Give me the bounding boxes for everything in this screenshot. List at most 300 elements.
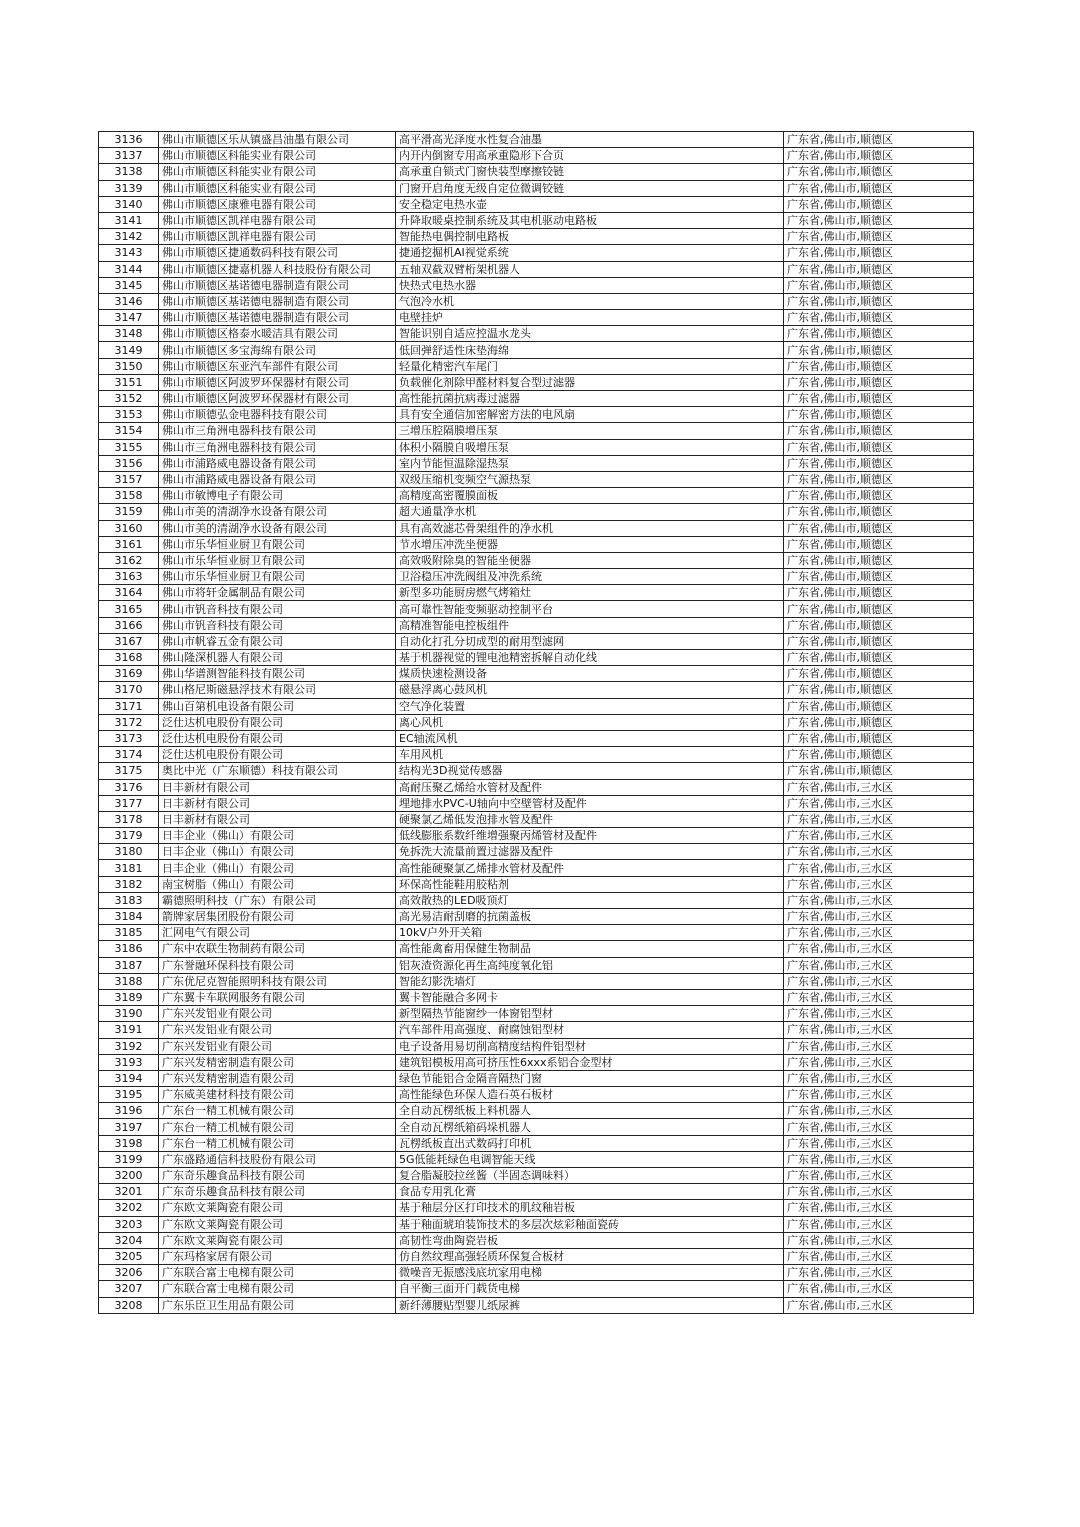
- region-cell: 广东省,佛山市,三水区: [784, 1265, 974, 1281]
- product-cell: 安全稳定电热水壶: [396, 196, 784, 212]
- company-cell: 广东台一精工机械有限公司: [159, 1119, 396, 1135]
- company-cell: 佛山市顺德区凯祥电器有限公司: [159, 212, 396, 228]
- region-cell: 广东省,佛山市,顺德区: [784, 326, 974, 342]
- company-cell: 佛山市顺德区凯祥电器有限公司: [159, 229, 396, 245]
- region-cell: 广东省,佛山市,顺德区: [784, 148, 974, 164]
- row-number-cell: 3189: [99, 989, 159, 1005]
- region-cell: 广东省,佛山市,顺德区: [784, 504, 974, 520]
- region-cell: 广东省,佛山市,顺德区: [784, 471, 974, 487]
- row-number-cell: 3141: [99, 212, 159, 228]
- row-number-cell: 3172: [99, 714, 159, 730]
- company-cell: 汇网电气有限公司: [159, 925, 396, 941]
- row-number-cell: 3146: [99, 293, 159, 309]
- row-number-cell: 3174: [99, 747, 159, 763]
- region-cell: 广东省,佛山市,顺德区: [784, 488, 974, 504]
- product-cell: 自动化打孔分切成型的耐用型滤网: [396, 633, 784, 649]
- table-row: [99, 1200, 974, 1216]
- company-cell: 广东台一精工机械有限公司: [159, 1103, 396, 1119]
- region-cell: 广东省,佛山市,顺德区: [784, 633, 974, 649]
- region-cell: 广东省,佛山市,三水区: [784, 925, 974, 941]
- company-cell: 佛山市顺德区康雅电器有限公司: [159, 196, 396, 212]
- product-cell: 室内节能恒温除湿热泵: [396, 455, 784, 471]
- company-cell: 箭牌家居集团股份有限公司: [159, 909, 396, 925]
- table-row: [99, 730, 974, 746]
- region-cell: 广东省,佛山市,三水区: [784, 1135, 974, 1151]
- product-cell: 快热式电热水器: [396, 277, 784, 293]
- region-cell: 广东省,佛山市,顺德区: [784, 617, 974, 633]
- region-cell: 广东省,佛山市,顺德区: [784, 714, 974, 730]
- table-row: [99, 245, 974, 261]
- product-cell: 翼卡智能融合多网卡: [396, 989, 784, 1005]
- region-cell: 广东省,佛山市,顺德区: [784, 763, 974, 779]
- region-cell: 广东省,佛山市,顺德区: [784, 601, 974, 617]
- table-row: [99, 180, 974, 196]
- product-cell: 内开内倒窗专用高承重隐形下合页: [396, 148, 784, 164]
- company-cell: 广东奇乐趣食品科技有限公司: [159, 1184, 396, 1200]
- company-cell: 日丰企业（佛山）有限公司: [159, 828, 396, 844]
- product-cell: 捷通挖掘机AI视觉系统: [396, 245, 784, 261]
- company-cell: 佛山市顺德区科能实业有限公司: [159, 148, 396, 164]
- company-cell: 广东盛路通信科技股份有限公司: [159, 1151, 396, 1167]
- row-number-cell: 3136: [99, 132, 159, 148]
- product-cell: 具有高效滤芯骨架组件的净水机: [396, 520, 784, 536]
- table-row: [99, 1184, 974, 1200]
- table-row: [99, 714, 974, 730]
- row-number-cell: 3164: [99, 585, 159, 601]
- company-cell: 佛山市顺德区科能实业有限公司: [159, 164, 396, 180]
- product-cell: 高性能抗菌抗病毒过滤器: [396, 391, 784, 407]
- product-cell: 食品专用乳化膏: [396, 1184, 784, 1200]
- product-cell: 高光易洁耐刮磨的抗菌盖板: [396, 909, 784, 925]
- company-cell: 广东欧文莱陶瓷有限公司: [159, 1216, 396, 1232]
- row-number-cell: 3152: [99, 391, 159, 407]
- product-cell: 升降取暖桌控制系统及其电机驱动电路板: [396, 212, 784, 228]
- region-cell: 广东省,佛山市,顺德区: [784, 520, 974, 536]
- table-row: [99, 698, 974, 714]
- document-page: [98, 131, 973, 1314]
- table-row: [99, 682, 974, 698]
- row-number-cell: 3193: [99, 1054, 159, 1070]
- row-number-cell: 3200: [99, 1168, 159, 1184]
- table-row: [99, 374, 974, 390]
- region-cell: 广东省,佛山市,顺德区: [784, 730, 974, 746]
- row-number-cell: 3160: [99, 520, 159, 536]
- region-cell: 广东省,佛山市,三水区: [784, 989, 974, 1005]
- company-cell: 佛山百第机电设备有限公司: [159, 698, 396, 714]
- row-number-cell: 3186: [99, 941, 159, 957]
- product-cell: 新纤薄腰贴型婴儿纸尿裤: [396, 1297, 784, 1313]
- product-cell: 高效吸附除臭的智能坐便器: [396, 552, 784, 568]
- region-cell: 广东省,佛山市,三水区: [784, 1168, 974, 1184]
- region-cell: 广东省,佛山市,顺德区: [784, 342, 974, 358]
- table-row: [99, 310, 974, 326]
- table-row: [99, 909, 974, 925]
- table-row: [99, 892, 974, 908]
- table-row: [99, 650, 974, 666]
- company-cell: 佛山隆深机器人有限公司: [159, 650, 396, 666]
- region-cell: 广东省,佛山市,三水区: [784, 1119, 974, 1135]
- region-cell: 广东省,佛山市,顺德区: [784, 585, 974, 601]
- region-cell: 广东省,佛山市,三水区: [784, 876, 974, 892]
- product-cell: 智能幻影洗墙灯: [396, 973, 784, 989]
- company-cell: 广东兴发精密制造有限公司: [159, 1054, 396, 1070]
- table-row: [99, 844, 974, 860]
- row-number-cell: 3196: [99, 1103, 159, 1119]
- row-number-cell: 3187: [99, 957, 159, 973]
- product-cell: EC轴流风机: [396, 730, 784, 746]
- product-cell: 三增压腔隔膜增压泵: [396, 423, 784, 439]
- product-cell: 高耐压聚乙烯给水管材及配件: [396, 779, 784, 795]
- region-cell: 广东省,佛山市,三水区: [784, 973, 974, 989]
- company-cell: 佛山华谱测智能科技有限公司: [159, 666, 396, 682]
- company-cell: 佛山市顺德区基诺德电器制造有限公司: [159, 277, 396, 293]
- row-number-cell: 3153: [99, 407, 159, 423]
- row-number-cell: 3155: [99, 439, 159, 455]
- row-number-cell: 3191: [99, 1022, 159, 1038]
- row-number-cell: 3197: [99, 1119, 159, 1135]
- table-row: [99, 633, 974, 649]
- product-cell: 10kV户外开关箱: [396, 925, 784, 941]
- region-cell: 广东省,佛山市,顺德区: [784, 391, 974, 407]
- table-row: [99, 1087, 974, 1103]
- company-cell: 佛山格尼斯磁悬浮技术有限公司: [159, 682, 396, 698]
- company-cell: 广东优尼克智能照明科技有限公司: [159, 973, 396, 989]
- row-number-cell: 3158: [99, 488, 159, 504]
- product-cell: 高效散热的LED吸顶灯: [396, 892, 784, 908]
- row-number-cell: 3177: [99, 795, 159, 811]
- row-number-cell: 3147: [99, 310, 159, 326]
- row-number-cell: 3182: [99, 876, 159, 892]
- table-row: [99, 520, 974, 536]
- row-number-cell: 3157: [99, 471, 159, 487]
- region-cell: 广东省,佛山市,顺德区: [784, 666, 974, 682]
- region-cell: 广东省,佛山市,三水区: [784, 1297, 974, 1313]
- company-cell: 泛仕达机电股份有限公司: [159, 714, 396, 730]
- company-cell: 广东联合富士电梯有限公司: [159, 1281, 396, 1297]
- table-row: [99, 666, 974, 682]
- table-row: [99, 1006, 974, 1022]
- region-cell: 广东省,佛山市,顺德区: [784, 407, 974, 423]
- company-cell: 广东兴发精密制造有限公司: [159, 1070, 396, 1086]
- row-number-cell: 3192: [99, 1038, 159, 1054]
- table-row: [99, 860, 974, 876]
- row-number-cell: 3176: [99, 779, 159, 795]
- region-cell: 广东省,佛山市,三水区: [784, 1006, 974, 1022]
- table-row: [99, 164, 974, 180]
- row-number-cell: 3148: [99, 326, 159, 342]
- table-row: [99, 941, 974, 957]
- table-row: [99, 148, 974, 164]
- row-number-cell: 3156: [99, 455, 159, 471]
- table-row: [99, 585, 974, 601]
- row-number-cell: 3178: [99, 811, 159, 827]
- product-cell: 免拆洗大流量前置过滤器及配件: [396, 844, 784, 860]
- company-cell: 佛山市钒音科技有限公司: [159, 601, 396, 617]
- company-cell: 广东翼卡车联网服务有限公司: [159, 989, 396, 1005]
- company-cell: 佛山市顺德区基诺德电器制造有限公司: [159, 293, 396, 309]
- region-cell: 广东省,佛山市,三水区: [784, 1184, 974, 1200]
- row-number-cell: 3159: [99, 504, 159, 520]
- table-row: [99, 747, 974, 763]
- product-cell: 负载催化剂除甲醛材料复合型过滤器: [396, 374, 784, 390]
- company-cell: 佛山市顺德区乐从镇盛昌油墨有限公司: [159, 132, 396, 148]
- product-cell: 门窗开启角度无级自定位微调铰链: [396, 180, 784, 196]
- region-cell: 广东省,佛山市,顺德区: [784, 229, 974, 245]
- company-cell: 佛山市乐华恒业厨卫有限公司: [159, 569, 396, 585]
- row-number-cell: 3179: [99, 828, 159, 844]
- table-row: [99, 569, 974, 585]
- row-number-cell: 3151: [99, 374, 159, 390]
- table-row: [99, 779, 974, 795]
- product-cell: 硬聚氯乙烯低发泡排水管及配件: [396, 811, 784, 827]
- table-row: [99, 277, 974, 293]
- region-cell: 广东省,佛山市,顺德区: [784, 180, 974, 196]
- row-number-cell: 3169: [99, 666, 159, 682]
- product-cell: 5G低能耗绿色电调智能天线: [396, 1151, 784, 1167]
- product-cell: 空气净化装置: [396, 698, 784, 714]
- region-cell: 广东省,佛山市,三水区: [784, 1281, 974, 1297]
- table-row: [99, 132, 974, 148]
- row-number-cell: 3202: [99, 1200, 159, 1216]
- region-cell: 广东省,佛山市,三水区: [784, 941, 974, 957]
- row-number-cell: 3154: [99, 423, 159, 439]
- table-row: [99, 1038, 974, 1054]
- product-cell: 高精准智能电控板组件: [396, 617, 784, 633]
- table-row: [99, 1232, 974, 1248]
- product-cell: 卫浴稳压冲洗阀组及冲洗系统: [396, 569, 784, 585]
- table-row: [99, 1265, 974, 1281]
- row-number-cell: 3188: [99, 973, 159, 989]
- product-cell: 铝灰渣资源化再生高纯度氧化铝: [396, 957, 784, 973]
- table-row: [99, 1281, 974, 1297]
- product-cell: 高精度高密覆膜面板: [396, 488, 784, 504]
- region-cell: 广东省,佛山市,顺德区: [784, 196, 974, 212]
- product-cell: 智能识别自适应控温水龙头: [396, 326, 784, 342]
- company-cell: 广东兴发铝业有限公司: [159, 1006, 396, 1022]
- product-cell: 全自动瓦楞纸箱码垛机器人: [396, 1119, 784, 1135]
- product-cell: 轻量化精密汽车尾门: [396, 358, 784, 374]
- row-number-cell: 3171: [99, 698, 159, 714]
- row-number-cell: 3163: [99, 569, 159, 585]
- table-row: [99, 601, 974, 617]
- company-cell: 佛山市钒音科技有限公司: [159, 617, 396, 633]
- table-row: [99, 212, 974, 228]
- region-cell: 广东省,佛山市,三水区: [784, 957, 974, 973]
- table-row: [99, 828, 974, 844]
- table-row: [99, 617, 974, 633]
- region-cell: 广东省,佛山市,顺德区: [784, 439, 974, 455]
- region-cell: 广东省,佛山市,顺德区: [784, 650, 974, 666]
- region-cell: 广东省,佛山市,三水区: [784, 844, 974, 860]
- region-cell: 广东省,佛山市,三水区: [784, 1248, 974, 1264]
- table-row: [99, 925, 974, 941]
- table-row: [99, 876, 974, 892]
- row-number-cell: 3143: [99, 245, 159, 261]
- region-cell: 广东省,佛山市,三水区: [784, 795, 974, 811]
- table-row: [99, 1135, 974, 1151]
- region-cell: 广东省,佛山市,三水区: [784, 909, 974, 925]
- row-number-cell: 3175: [99, 763, 159, 779]
- product-cell: 新型多功能厨房燃气烤箱灶: [396, 585, 784, 601]
- company-cell: 霸德照明科技（广东）有限公司: [159, 892, 396, 908]
- table-row: [99, 196, 974, 212]
- company-cell: 广东中农联生物制药有限公司: [159, 941, 396, 957]
- row-number-cell: 3168: [99, 650, 159, 666]
- region-cell: 广东省,佛山市,三水区: [784, 828, 974, 844]
- row-number-cell: 3144: [99, 261, 159, 277]
- company-cell: 日丰企业（佛山）有限公司: [159, 844, 396, 860]
- region-cell: 广东省,佛山市,三水区: [784, 811, 974, 827]
- product-cell: 复合脂凝胶拉丝酱（半固态调味料）: [396, 1168, 784, 1184]
- row-number-cell: 3142: [99, 229, 159, 245]
- region-cell: 广东省,佛山市,三水区: [784, 1200, 974, 1216]
- product-cell: 高韧性弯曲陶瓷岩板: [396, 1232, 784, 1248]
- company-cell: 佛山市将轩金属制品有限公司: [159, 585, 396, 601]
- product-cell: 煤质快速检测设备: [396, 666, 784, 682]
- table-row: [99, 1022, 974, 1038]
- product-cell: 双级压缩机变频空气源热泵: [396, 471, 784, 487]
- company-cell: 佛山市浦路威电器设备有限公司: [159, 455, 396, 471]
- product-cell: 气泡冷水机: [396, 293, 784, 309]
- row-number-cell: 3180: [99, 844, 159, 860]
- company-cell: 佛山市美的清湖净水设备有限公司: [159, 504, 396, 520]
- company-cell: 佛山市三角洲电器科技有限公司: [159, 439, 396, 455]
- region-cell: 广东省,佛山市,顺德区: [784, 536, 974, 552]
- row-number-cell: 3204: [99, 1232, 159, 1248]
- row-number-cell: 3206: [99, 1265, 159, 1281]
- table-row: [99, 957, 974, 973]
- company-cell: 佛山市顺德区基诺德电器制造有限公司: [159, 310, 396, 326]
- row-number-cell: 3170: [99, 682, 159, 698]
- company-cell: 奥比中光（广东顺德）科技有限公司: [159, 763, 396, 779]
- row-number-cell: 3205: [99, 1248, 159, 1264]
- product-cell: 瓦楞纸板直出式数码打印机: [396, 1135, 784, 1151]
- product-cell: 绿色节能铝合金隔音隔热门窗: [396, 1070, 784, 1086]
- row-number-cell: 3198: [99, 1135, 159, 1151]
- company-cell: 广东奇乐趣食品科技有限公司: [159, 1168, 396, 1184]
- table-row: [99, 989, 974, 1005]
- product-cell: 节水增压冲洗坐便器: [396, 536, 784, 552]
- company-cell: 广东威美建材科技有限公司: [159, 1087, 396, 1103]
- product-cell: 高性能绿色环保人造石英石板材: [396, 1087, 784, 1103]
- product-cell: 结构光3D视觉传感器: [396, 763, 784, 779]
- company-cell: 佛山市乐华恒业厨卫有限公司: [159, 536, 396, 552]
- row-number-cell: 3140: [99, 196, 159, 212]
- product-cell: 高平滑高光泽度水性复合油墨: [396, 132, 784, 148]
- product-cell: 汽车部件用高强度、耐腐蚀铝型材: [396, 1022, 784, 1038]
- company-cell: 日丰新材有限公司: [159, 795, 396, 811]
- row-number-cell: 3137: [99, 148, 159, 164]
- region-cell: 广东省,佛山市,三水区: [784, 1216, 974, 1232]
- region-cell: 广东省,佛山市,三水区: [784, 1232, 974, 1248]
- product-cell: 智能热电偶控制电路板: [396, 229, 784, 245]
- row-number-cell: 3184: [99, 909, 159, 925]
- table-row: [99, 1216, 974, 1232]
- row-number-cell: 3185: [99, 925, 159, 941]
- table-row: [99, 1070, 974, 1086]
- product-cell: 基于釉层分区打印技术的肌纹釉岩板: [396, 1200, 784, 1216]
- company-cell: 广东联合富士电梯有限公司: [159, 1265, 396, 1281]
- product-cell: 低线膨胀系数纤维增强聚丙烯管材及配件: [396, 828, 784, 844]
- company-cell: 日丰新材有限公司: [159, 811, 396, 827]
- table-row: [99, 455, 974, 471]
- region-cell: 广东省,佛山市,三水区: [784, 1054, 974, 1070]
- region-cell: 广东省,佛山市,顺德区: [784, 132, 974, 148]
- product-cell: 离心风机: [396, 714, 784, 730]
- table-row: [99, 1297, 974, 1313]
- row-number-cell: 3145: [99, 277, 159, 293]
- company-cell: 广东兴发铝业有限公司: [159, 1022, 396, 1038]
- table-row: [99, 536, 974, 552]
- table-row: [99, 795, 974, 811]
- region-cell: 广东省,佛山市,顺德区: [784, 358, 974, 374]
- region-cell: 广东省,佛山市,顺德区: [784, 569, 974, 585]
- product-cell: 电子设备用易切削高精度结构件铝型材: [396, 1038, 784, 1054]
- company-cell: 佛山市顺德区阿波罗环保器材有限公司: [159, 391, 396, 407]
- region-cell: 广东省,佛山市,顺德区: [784, 164, 974, 180]
- region-cell: 广东省,佛山市,顺德区: [784, 747, 974, 763]
- region-cell: 广东省,佛山市,顺德区: [784, 212, 974, 228]
- company-cell: 佛山市美的清湖净水设备有限公司: [159, 520, 396, 536]
- region-cell: 广东省,佛山市,顺德区: [784, 423, 974, 439]
- table-row: [99, 342, 974, 358]
- company-cell: 广东欧文莱陶瓷有限公司: [159, 1232, 396, 1248]
- product-cell: 仿自然纹理高强轻质环保复合板材: [396, 1248, 784, 1264]
- row-number-cell: 3139: [99, 180, 159, 196]
- company-cell: 佛山市顺德区格泰水暖洁具有限公司: [159, 326, 396, 342]
- product-cell: 高性能硬聚氯乙烯排水管材及配件: [396, 860, 784, 876]
- company-cell: 日丰企业（佛山）有限公司: [159, 860, 396, 876]
- company-cell: 广东兴发铝业有限公司: [159, 1038, 396, 1054]
- table-row: [99, 423, 974, 439]
- company-cell: 佛山市乐华恒业厨卫有限公司: [159, 552, 396, 568]
- table-row: [99, 407, 974, 423]
- row-number-cell: 3208: [99, 1297, 159, 1313]
- row-number-cell: 3165: [99, 601, 159, 617]
- product-cell: 自平衡三面开门载货电梯: [396, 1281, 784, 1297]
- row-number-cell: 3203: [99, 1216, 159, 1232]
- product-cell: 基于釉面琥珀装饰技术的多层次炫彩釉面瓷砖: [396, 1216, 784, 1232]
- table-body: [99, 132, 974, 1314]
- company-cell: 广东乐臣卫生用品有限公司: [159, 1297, 396, 1313]
- company-cell: 佛山市顺德区捷通数码科技有限公司: [159, 245, 396, 261]
- region-cell: 广东省,佛山市,三水区: [784, 1151, 974, 1167]
- table-row: [99, 763, 974, 779]
- row-number-cell: 3199: [99, 1151, 159, 1167]
- table-row: [99, 293, 974, 309]
- region-cell: 广东省,佛山市,顺德区: [784, 293, 974, 309]
- product-cell: 新型隔热节能窗纱一体窗铝型材: [396, 1006, 784, 1022]
- row-number-cell: 3195: [99, 1087, 159, 1103]
- row-number-cell: 3190: [99, 1006, 159, 1022]
- product-cell: 车用风机: [396, 747, 784, 763]
- product-cell: 全自动瓦楞纸板上料机器人: [396, 1103, 784, 1119]
- table-row: [99, 471, 974, 487]
- region-cell: 广东省,佛山市,三水区: [784, 892, 974, 908]
- region-cell: 广东省,佛山市,顺德区: [784, 455, 974, 471]
- region-cell: 广东省,佛山市,三水区: [784, 1022, 974, 1038]
- row-number-cell: 3150: [99, 358, 159, 374]
- row-number-cell: 3201: [99, 1184, 159, 1200]
- row-number-cell: 3173: [99, 730, 159, 746]
- company-cell: 佛山市顺德区科能实业有限公司: [159, 180, 396, 196]
- region-cell: 广东省,佛山市,三水区: [784, 1038, 974, 1054]
- region-cell: 广东省,佛山市,三水区: [784, 1103, 974, 1119]
- product-cell: 埋地排水PVC-U轴向中空壁管材及配件: [396, 795, 784, 811]
- company-cell: 佛山市顺德区东亚汽车部件有限公司: [159, 358, 396, 374]
- table-row: [99, 488, 974, 504]
- table-row: [99, 229, 974, 245]
